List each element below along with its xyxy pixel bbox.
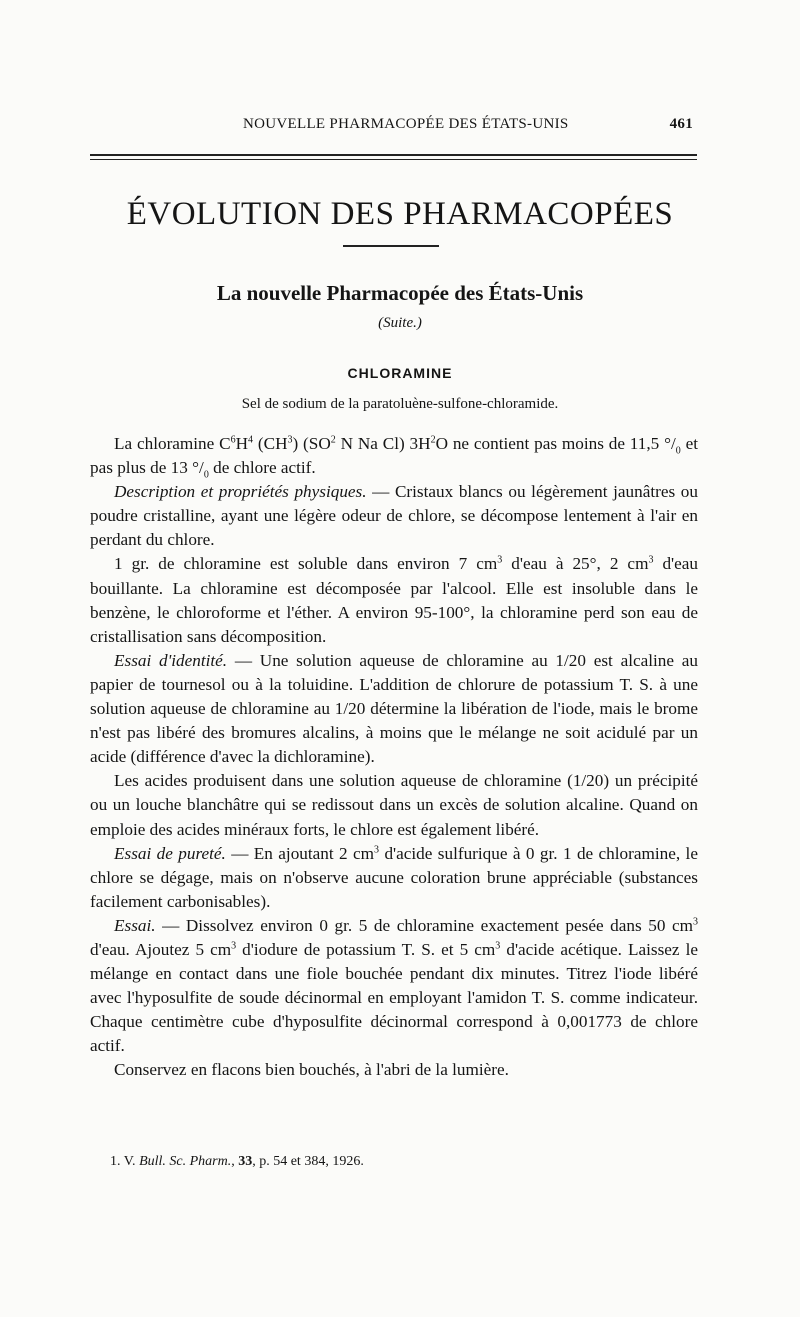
main-title: ÉVOLUTION DES PHARMACOPÉES (126, 196, 674, 232)
paragraph-purity-test: Essai de pureté. — En ajoutant 2 $cm^3$ d'acide sulfurique à 0 gr. 1 de chloramine, le chlore se dégage, mais on n'observe aucune coloration brune appréciable (substances facilement carbonisables). (90, 843, 698, 911)
footnote-volume: 33 (238, 1154, 253, 1169)
article-subtitle: La nouvelle Pharmacopée des États-Unis (216, 281, 584, 305)
footnote: 1. V. Bull. Sc. Pharm., 33, p. 54 et 384, 1926. (110, 1154, 364, 1169)
paragraph-storage: Conservez en flacons bien bouchés, à l'abri de la lumière. (114, 1060, 509, 1080)
assay-label: Essai. (114, 915, 156, 935)
paragraph-acids: Les acides produisent dans une solution aqueuse de chloramine (1/20) un précipité ou un louche blanchâtre qui se redissout dans un excès de solution alcaline. Quand on emploie des acides minéraux forts, le chlore est également libéré. (90, 771, 698, 839)
running-head (90, 116, 695, 140)
paragraph-solubility: 1 gr. de chloramine est soluble dans environ 7 $cm^3$ d'eau à 25°, 2 $cm^3$ d'eau bouillante. La chloramine est décomposée par l'alcool. Elle est insoluble dans le benzène, le chloroforme et l'éther. A environ 95-100°, la chloramine perd son eau de cristallisation sans décomposition. (90, 554, 698, 646)
article-body (90, 432, 698, 1083)
section-heading: CHLORAMINE (347, 365, 453, 381)
page-number: 461 (669, 116, 693, 132)
title-rule (343, 245, 439, 247)
header-double-rule (90, 154, 697, 160)
paragraph-formula: La chloramine $C^6H^4$ $(CH^3)$ ($SO^2$ N Na Cl) $3H^2O$ ne contient pas moins de 11,5 $^\circ/_0$ et pas plus de 13 $^\circ/_0$ de chlore actif. (90, 434, 698, 481)
footnote-journal: Bull. Sc. Pharm. (139, 1154, 232, 1169)
identity-label: Essai d'identité. (114, 650, 228, 670)
paragraph-description: Description et propriétés physiques. — Cristaux blancs ou légèrement jaunâtres ou poudre cristalline, ayant une légère odeur de chlore, se décompose lentement à l'air en perdant du chlore. (90, 482, 698, 550)
running-title: NOUVELLE PHARMACOPÉE DES ÉTATS-UNIS (243, 116, 569, 132)
purity-label: Essai de pureté. (114, 843, 226, 863)
description-label: Description et propriétés physiques. (114, 482, 367, 502)
continuation-note: (Suite.) (378, 315, 422, 331)
section-subheading: Sel de sodium de la paratoluène-sulfone-chloramide. (241, 396, 559, 412)
paragraph-identity-test: Essai d'identité. — Une solution aqueuse de chloramine au 1/20 est alcaline au papier de tournesol ou à la toluidine. L'addition de chlorure de potassium T. S. à une solution aqueuse de chloramine au 1/20 détermine la libération de l'iode, mais le brome n'est pas libéré des bromures alcalins, à moins que le mélange ne soit acidulé par un acide (différence d'avec la dichloramine). (90, 650, 698, 767)
paragraph-assay: Essai. — Dissolvez environ 0 gr. 5 de chloramine exactement pesée dans 50 $cm^3$ d'eau. Ajoutez 5 $cm^3$ d'iodure de potassium T. S. et 5 $cm^3$ d'acide acétique. Laissez le mélange en contact dans une fiole bouchée pendant dix minutes. Titrez l'iode libéré avec l'hyposulfite de soude décinormal en employant l'amidon T. S. comme indicateur. Chaque centimètre cube d'hyposulfite décinormal correspond à 0,001773 de chlore actif. (90, 915, 699, 1056)
